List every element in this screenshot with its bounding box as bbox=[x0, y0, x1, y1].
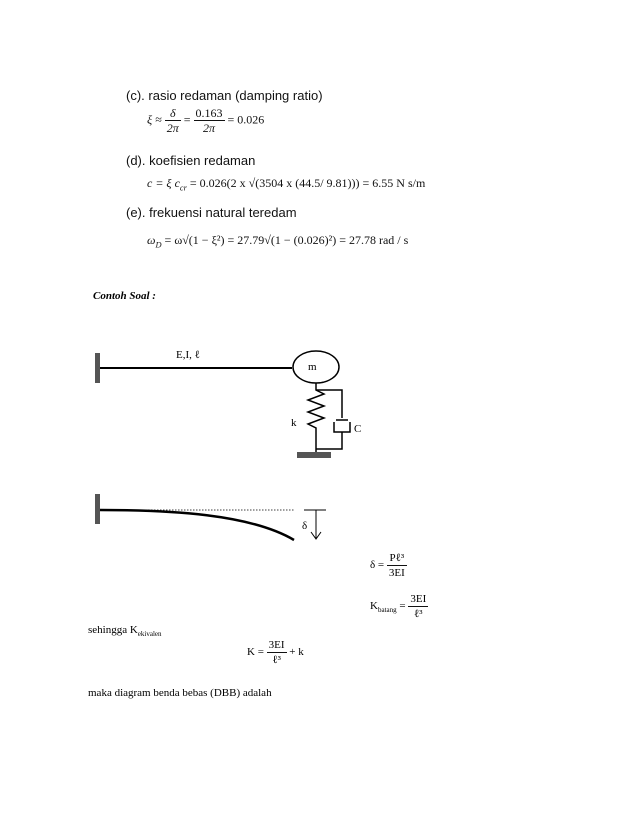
spring-label: k bbox=[291, 417, 297, 429]
deflection-label: δ bbox=[302, 520, 308, 532]
text-sehingga: sehingga $K_{ekivalen}$ bbox=[88, 624, 162, 639]
formula-k-batang: $K_{batang}$ = $\frac{3EI}{\text{ℓ³}}$ bbox=[370, 593, 427, 620]
equation-damping-ratio: ξ ≈ $\frac{\delta}{2\pi}$ = $\frac{0.163}{2\pi}$ = 0.026 bbox=[147, 106, 265, 135]
example-heading: Contoh Soal : bbox=[93, 290, 156, 302]
equation-damping-coefficient: c = ξ $c_{cr} = 0.026(2$ x √(3504 x (44.5/ 9.81))) = 6.55 N s/m bbox=[147, 176, 426, 193]
figure-cantilever-spring-damper bbox=[90, 340, 380, 470]
damper bbox=[334, 422, 350, 432]
beam-label: E,I, ℓ bbox=[176, 349, 200, 361]
mass-label: m bbox=[308, 361, 317, 373]
damper-label: C bbox=[354, 423, 362, 435]
formula-delta: δ = $\frac{\text{Pℓ³}}{3EI}$ bbox=[370, 552, 405, 579]
deflected-beam bbox=[100, 510, 294, 540]
ground-support bbox=[297, 452, 331, 458]
formula-k-equivalent: K = $\frac{3EI}{\text{ℓ³}}$ + k bbox=[247, 639, 304, 666]
fixed-support bbox=[95, 353, 100, 383]
fraction: $\frac{\delta}{2\pi}$ bbox=[166, 106, 179, 135]
spring bbox=[308, 383, 324, 435]
heading-damped-frequency: (e). frekuensi natural teredam bbox=[126, 205, 297, 220]
heading-damping-ratio: (c). rasio redaman (damping ratio) bbox=[126, 88, 323, 103]
eq-result: = 0.026 bbox=[227, 112, 265, 127]
fixed-support bbox=[95, 494, 100, 524]
text-maka: maka diagram benda bebas (DBB) adalah bbox=[88, 687, 272, 699]
fraction: $\frac{0.163}{2\pi}$ bbox=[195, 106, 223, 135]
eq-lhs: ξ ≈ bbox=[147, 112, 162, 127]
equation-damped-frequency: $\omega_D = \omega√(1 - \xi^2) = 27.79√(1 - (0.026)^2) = 27.78$ rad / s bbox=[147, 233, 409, 250]
heading-damping-coefficient: (d). koefisien redaman bbox=[126, 153, 256, 168]
